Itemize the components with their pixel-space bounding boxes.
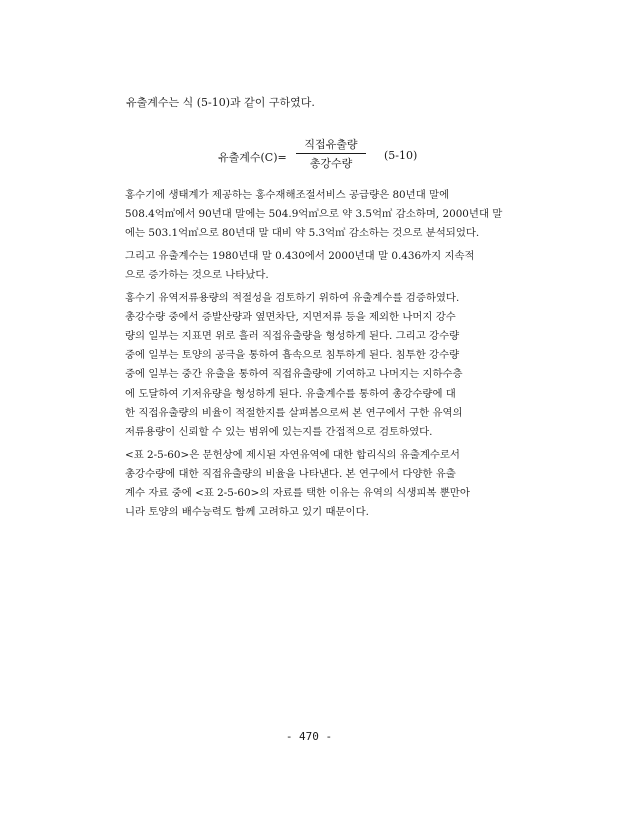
text-line: 에 도달하여 기저유량을 형성하게 된다. 유출계수를 통하여 총강수량에 대 [125, 387, 456, 400]
text-line: 한 직접유출량의 비율이 적절한지를 살펴봄으로써 본 연구에서 구한 유역의 [125, 406, 463, 419]
text-line: 홍수기 유역저류용량의 적절성을 검토하기 위하여 유출계수를 검증하였다. [125, 292, 460, 305]
equation-number: (5-10) [384, 149, 418, 162]
page-number: - 470 - [285, 730, 333, 743]
paragraph-verification [115, 289, 515, 442]
text-line: 508.4억㎥에서 90년대 말에는 504.9억㎥으로 약 3.5억㎥ 감소하며, 2000년대 말 [125, 208, 503, 221]
text-line: 에는 503.1억㎥으로 80년대 말 대비 약 5.3억㎥ 감소하는 것으로 분석되었다. [125, 227, 480, 240]
text-line: 으로 증가하는 것으로 나타났다. [125, 269, 269, 282]
equation-lhs: 유출계수(C)= [218, 151, 287, 164]
text-line: 총강수량에 대한 직접유출량의 비율을 나타낸다. 본 연구에서 다양한 유출 [125, 467, 456, 480]
text-line: 그리고 유출계수는 1980년대 말 0.430에서 2000년대 말 0.436까지 지속적 [125, 250, 475, 263]
text-line: 홍수기에 생태계가 제공하는 홍수재해조절서비스 공급량은 80년대 말에 [125, 189, 450, 201]
text-line: 량의 일부는 지표면 위로 흘러 직접유출량을 형성하게 된다. 그리고 강수량 [125, 330, 460, 343]
text-line: 저류용량이 신뢰할 수 있는 범위에 있는지를 간접적으로 검토하였다. [125, 425, 433, 438]
text-line: 계수 자료 중에 <표 2-5-60>의 자료를 택한 이유는 유역의 식생피복 뿐만아 [125, 486, 470, 499]
fraction-bar [296, 153, 366, 154]
text-line: 중에 일부는 중간 유출을 통하여 직접유출량에 기여하고 나머지는 지하수층 [125, 368, 463, 381]
text-line: 총강수량 중에서 증발산량과 옆면차단, 지면저류 등을 제외한 나머지 강수 [125, 311, 456, 324]
intro-sentence: 유출계수는 식 (5-10)과 같이 구하였다. [126, 96, 315, 109]
paragraph-flood-service [115, 186, 515, 243]
body-text [115, 186, 515, 526]
equation-fraction [296, 137, 366, 171]
text-line: 니라 토양의 배수능력도 함께 고려하고 있기 때문이다. [125, 505, 369, 518]
equation-numerator: 직접유출량 [304, 138, 358, 151]
text-line: <표 2-5-60>은 문헌상에 제시된 자연유역에 대한 합리식의 유출계수로서 [125, 448, 460, 461]
paragraph-runoff-trend [115, 247, 515, 285]
paragraph-table-reference [115, 446, 515, 522]
equation-denominator: 총강수량 [309, 157, 353, 170]
text-line: 중에 일부는 토양의 공극을 통하여 흡속으로 침투하게 된다. 침투한 강수량 [125, 349, 460, 362]
equation-5-10 [212, 137, 442, 173]
